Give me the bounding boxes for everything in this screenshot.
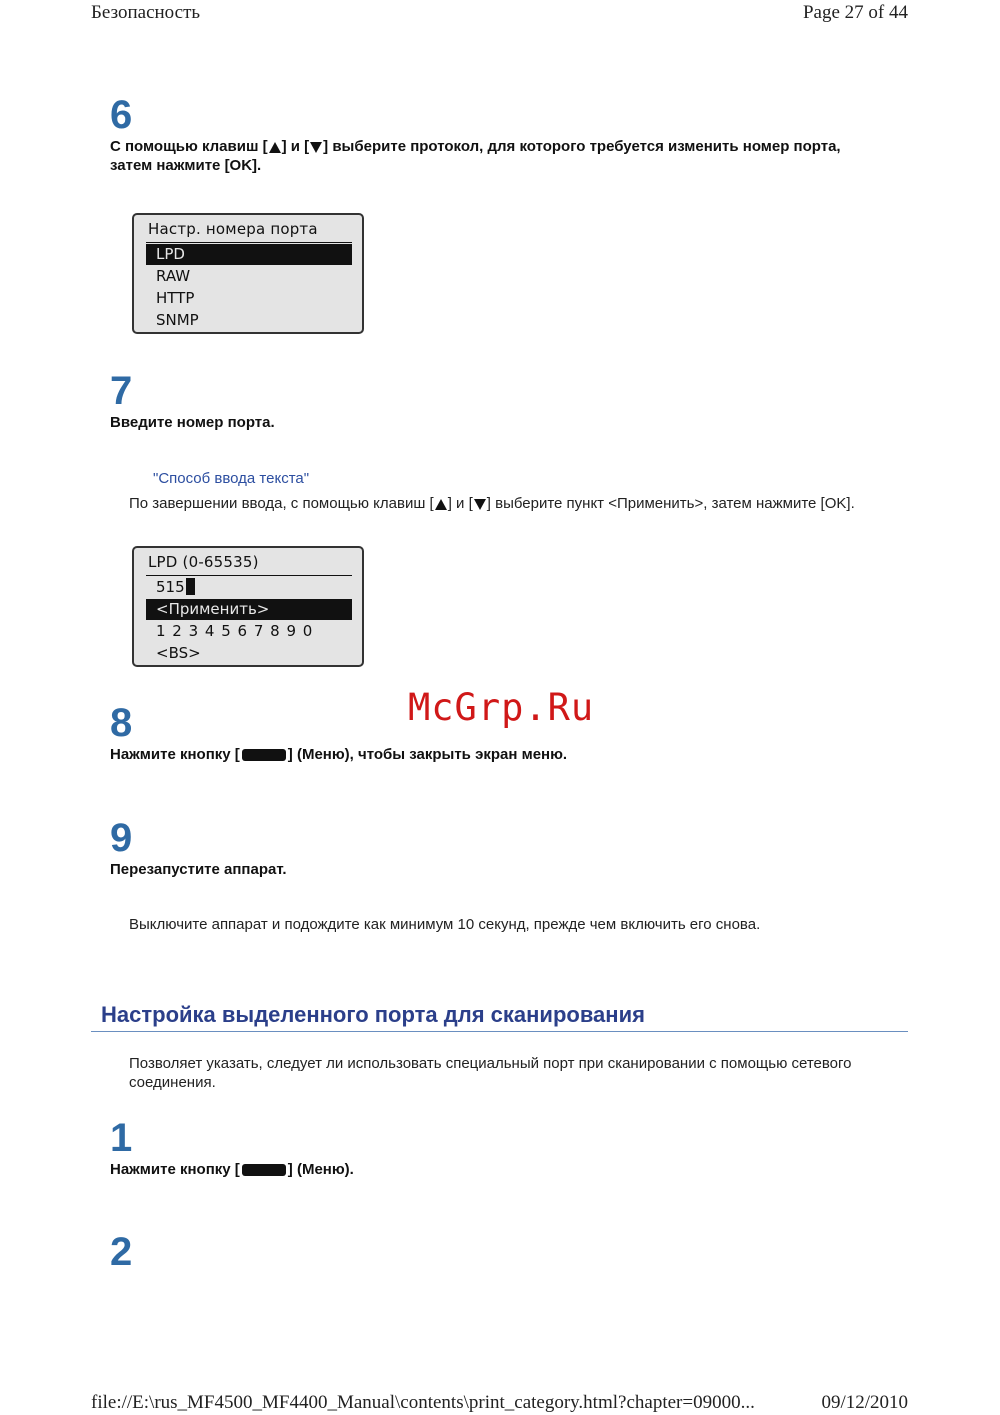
step-6-number: 6	[110, 93, 133, 137]
step-7-note: По завершении ввода, с помощью клавиш [ ] и [ ] выберите пункт <Применить>, затем нажмите [OK].	[129, 495, 855, 512]
lcd-backspace-item: <BS>	[156, 644, 201, 662]
step-8-number: 8	[110, 701, 133, 745]
header-page-number: Page 27 of 44	[802, 2, 908, 23]
footer-file-path: file://E:\rus_MF4500_MF4400_Manual\contents\print_category.html?chapter=09000...	[91, 1392, 755, 1413]
down-arrow-icon	[474, 499, 486, 510]
lcd-digits-row: 1 2 3 4 5 6 7 8 9 0	[156, 622, 314, 640]
menu-key-icon	[242, 749, 286, 761]
lcd-item-snmp: SNMP	[156, 311, 199, 329]
watermark: McGrp.Ru	[408, 686, 595, 729]
up-arrow-icon	[269, 142, 281, 153]
step-2-number: 2	[110, 1230, 133, 1274]
step-8-instruction: Нажмите кнопку [ ] (Меню), чтобы закрыть экран меню.	[110, 746, 568, 763]
step-9-number: 9	[110, 816, 133, 860]
step-1-instruction: Нажмите кнопку [ ] (Меню).	[110, 1161, 354, 1178]
step-9-note: Выключите аппарат и подождите как минимум 10 секунд, прежде чем включить его снова.	[129, 916, 761, 933]
lcd-port-value: 515	[146, 577, 352, 598]
lcd-divider	[146, 242, 352, 243]
step-6-instruction: С помощью клавиш [ ] и [ ] выберите протокол, для которого требуется изменить номер порта, затем нажмите [OK].	[110, 138, 841, 174]
step-1-number: 1	[110, 1116, 133, 1160]
lcd-item-lpd: LPD	[146, 244, 352, 265]
section-heading: Настройка выделенного порта для сканирования	[101, 1002, 645, 1027]
lcd-divider	[146, 575, 352, 576]
text-input-method-link[interactable]: "Способ ввода текста"	[153, 470, 310, 487]
cursor-icon	[186, 578, 195, 595]
footer-date: 09/12/2010	[821, 1392, 908, 1413]
lcd-title: LPD (0-65535)	[148, 553, 259, 571]
menu-key-icon	[242, 1164, 286, 1176]
header-section-title: Безопасность	[91, 2, 201, 23]
step-7-number: 7	[110, 369, 133, 413]
step-9-instruction: Перезапустите аппарат.	[110, 861, 287, 878]
down-arrow-icon	[310, 142, 322, 153]
section-description: Позволяет указать, следует ли использовать специальный порт при сканировании с помощью сетевого соединения.	[129, 1055, 852, 1091]
lcd-title: Настр. номера порта	[148, 220, 318, 238]
step-7-instruction: Введите номер порта.	[110, 414, 275, 431]
lcd-item-http: HTTP	[156, 289, 195, 307]
section-divider	[91, 1031, 908, 1032]
lcd-apply-item: <Применить>	[146, 599, 352, 620]
lcd-screen-port-settings	[132, 213, 364, 334]
lcd-screen-lpd-port	[132, 546, 364, 667]
up-arrow-icon	[435, 499, 447, 510]
lcd-item-raw: RAW	[156, 267, 191, 285]
